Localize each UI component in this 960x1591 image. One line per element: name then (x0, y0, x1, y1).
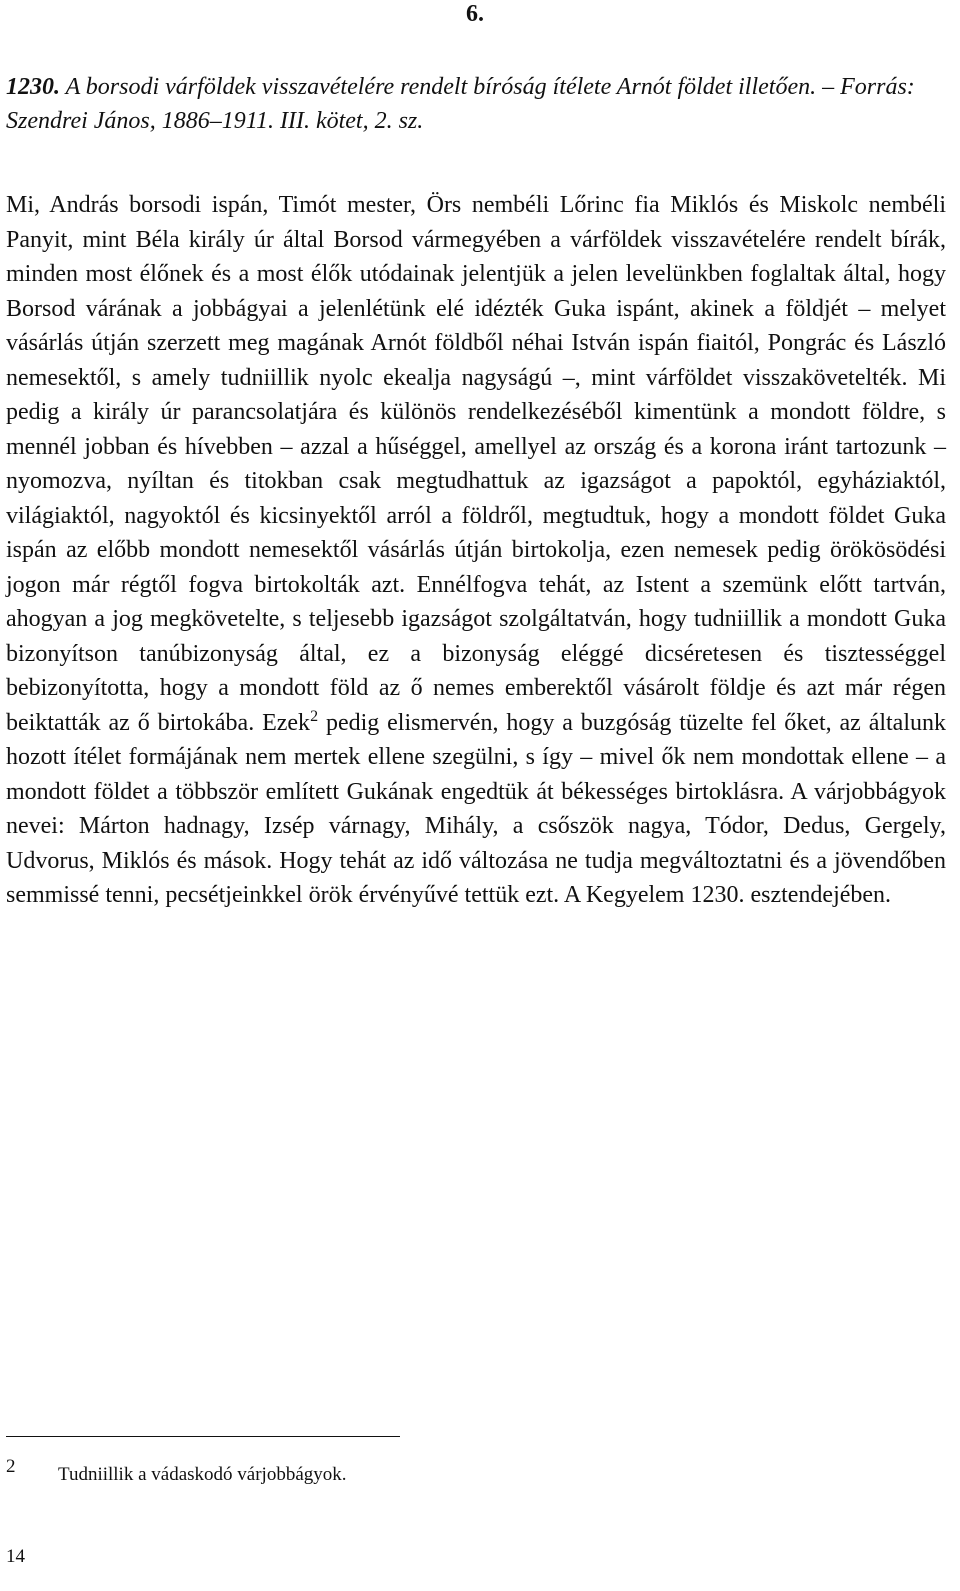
header-source: – Forrás: Szendrei János, 1886–1911. III. kötet, 2. sz. (6, 74, 915, 134)
footnote-separator (6, 1436, 400, 1437)
footnote-reference: 2 (310, 707, 319, 725)
footnote-mark: 2 (6, 1456, 16, 1477)
document-body (6, 188, 946, 913)
page-number: 14 (6, 1546, 25, 1567)
document-header (6, 70, 946, 138)
document-number: 6. (466, 1, 484, 27)
body-text-part-2: pedig elismervén, hogy a buzgóság tüzelte fel őket, az általunk hozott ítélet formájának nem mertek ellene szegülni, s így – mivel ők nem mondottak ellene – a mondott földet a többször említett Gukának engedtük át békességes birtoklásra. A várjobbágyok nevei: Márton hadnagy, Izsép várnagy, Mihály, a csőszök nagya, Tódor, Dedus, Gergely, Udvorus, Miklós és mások. Hogy tehát az idő változása ne tudja megváltoztatni és a jövendőben semmissé tenni, pecsétjeinkkel örök érvényűvé tettük ezt. A Kegyelem 1230. esztendejében. (6, 709, 946, 908)
footnote-text: Tudniillik a vádaskodó várjobbágyok. (58, 1464, 347, 1485)
footnote (6, 1452, 906, 1490)
body-text-part-1: Mi, András borsodi ispán, Timót mester, Örs nembéli Lőrinc fia Miklós és Miskolc nembéli Panyit, mint Béla király úr által Borsod vármegyében a várföldek visszavételére rendelt bírák, minden most élőnek és a most élők utódainak jelentjük a jelen levelünkben foglaltak által, hogy Borsod várának a jobbágyai a jelenlétünk elé idézték Guka ispánt, akinek a földjét – melyet vásárlás útján szerzett meg magának Arnót földből néhai István ispán fiaitól, Pongrác és László nemesektől, s amely tudniillik nyolc ekealja nagyságú –, mint várföldet visszakövetelték. Mi pedig a király úr parancsolatjára és különös rendelkezéséből kimentünk a mondott földre, s mennél jobban és hívebben – azzal a hűséggel, amellyel az ország és a korona iránt tartozunk – nyomozva, nyíltan és titokban csak megtudhattuk az igazságot a papoktól, egyháziaktól, világiaktól, nagyoktól és kicsinyektől arról a földről, megtudtuk, hogy a mondott földet Guka ispán az előbb mondott nemesektől vásárlás útján birtokolja, ezen nemesek pedig örökösödési jogon már régtől fogva birtokolták azt. Ennélfogva tehát, az Istent a szemünk előtt tartván, ahogyan a jog megkövetelte, s teljesebb igazságot szolgáltatván, hogy tudniillik a mondott Guka bizonyítson tanúbizonyság által, ez a bizonyság eléggé dicséretesen és tisztességgel bebizonyította, hogy a mondott föld az ő nemes emberektől vásárolt földje és azt már régen beiktatták az ő birtokába. Ezek (6, 192, 946, 736)
header-year: 1230. (6, 74, 60, 100)
header-title: A borsodi várföldek visszavételére rendelt bíróság ítélete Arnót földet illetően. (65, 74, 817, 100)
